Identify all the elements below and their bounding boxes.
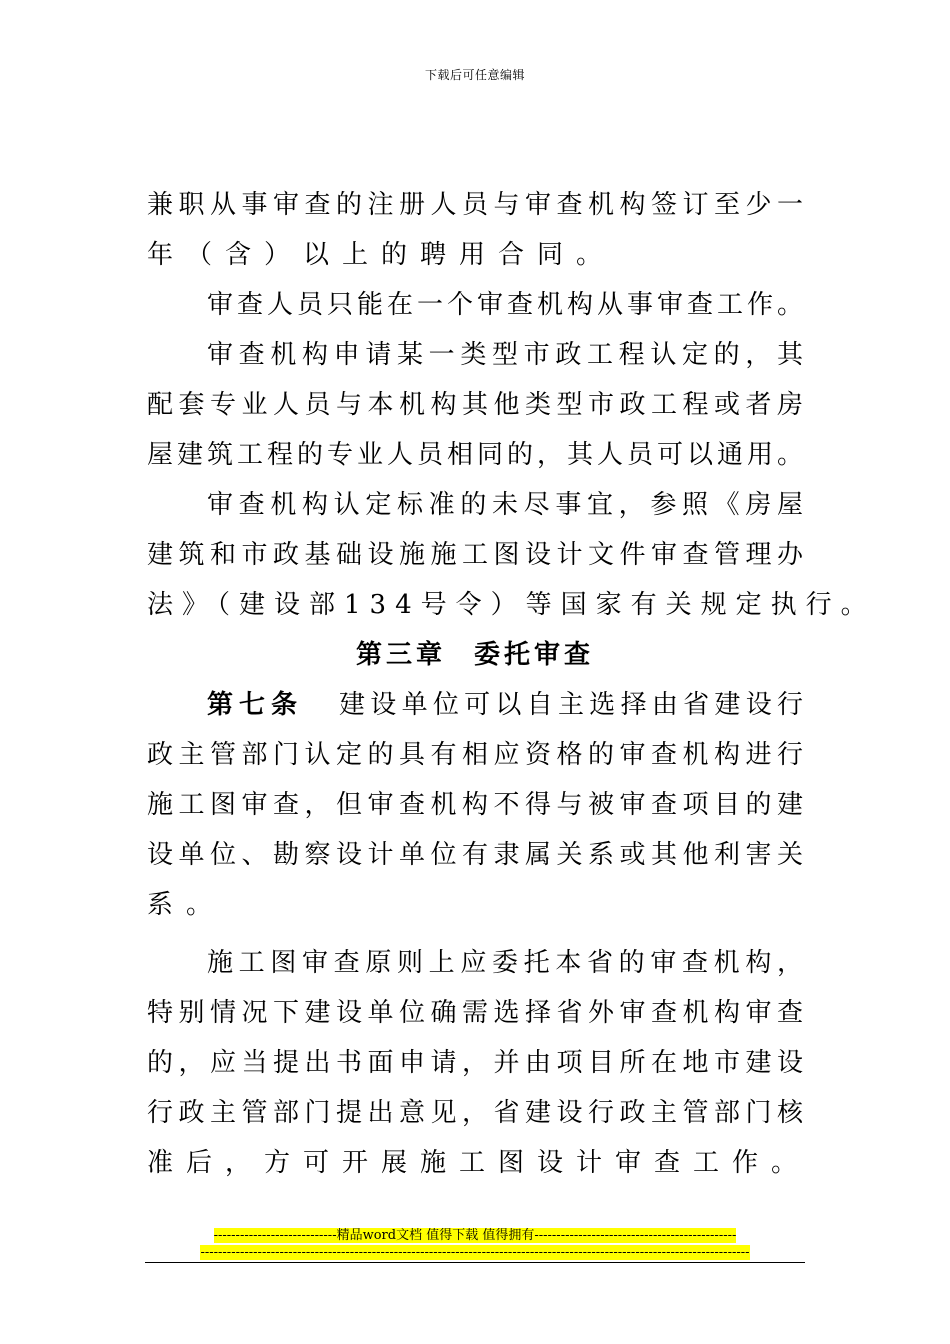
text-line: 配套专业人员与本机构其他类型市政工程或者房 [147, 390, 803, 420]
footer-dash-text: ----------------------------------------------------------------------------------------------------------------------------- [200, 1245, 750, 1260]
text-line: 审查机构认定标准的未尽事宜，参照《房屋 [207, 490, 803, 520]
text-line: 准后，方可开展施工图设计审查工作。 [147, 1148, 811, 1178]
text-line: 建筑和市政基础设施施工图设计文件审查管理办 [147, 540, 803, 570]
chapter-number: 第三章 [355, 640, 446, 670]
document-body [147, 180, 876, 1188]
text-line: 施工图审查原则上应委托本省的审查机构， [207, 948, 803, 978]
footer-banner-text: ----------------------------精品word文档 值得下载 值得拥有---------------------------------------------- [213, 1228, 737, 1243]
footer-banner [0, 1228, 950, 1244]
article-label: 第七条 [207, 690, 304, 720]
text-line: 审查机构申请某一类型市政工程认定的，其 [207, 340, 803, 370]
page-header-note: 下载后可任意编辑 [424, 68, 525, 82]
text-line: 兼职从事审查的注册人员与审查机构签订至少一 [147, 190, 803, 220]
text-line: 行政主管部门提出意见，省建设行政主管部门核 [147, 1098, 803, 1128]
text-line: 法》（建设部134号令）等国家有关规定执行。 [147, 590, 876, 620]
text-line: 特别情况下建设单位确需选择省外审查机构审查 [147, 998, 803, 1028]
chapter-heading [147, 630, 803, 680]
text-line: 系。 [147, 890, 226, 920]
article-text: 建设单位可以自主选择由省建设行 [339, 690, 803, 720]
text-line: 审查人员只能在一个审查机构从事审查工作。 [207, 290, 803, 320]
article-line [147, 680, 803, 730]
text-line: 设单位、勘察设计单位有隶属关系或其他利害关 [147, 840, 803, 870]
text-line: 屋建筑工程的专业人员相同的，其人员可以通用。 [147, 440, 803, 470]
text-line: 年（含）以上的聘用合同。 [147, 240, 616, 270]
text-line: 政主管部门认定的具有相应资格的审查机构进行 [147, 740, 803, 770]
footer-dash-line [0, 1245, 950, 1261]
chapter-title: 委托审查 [474, 640, 595, 670]
text-line: 施工图审查，但审查机构不得与被审查项目的建 [147, 790, 803, 820]
text-line: 的，应当提出书面申请，并由项目所在地市建设 [147, 1048, 803, 1078]
footer-rule [145, 1262, 805, 1263]
